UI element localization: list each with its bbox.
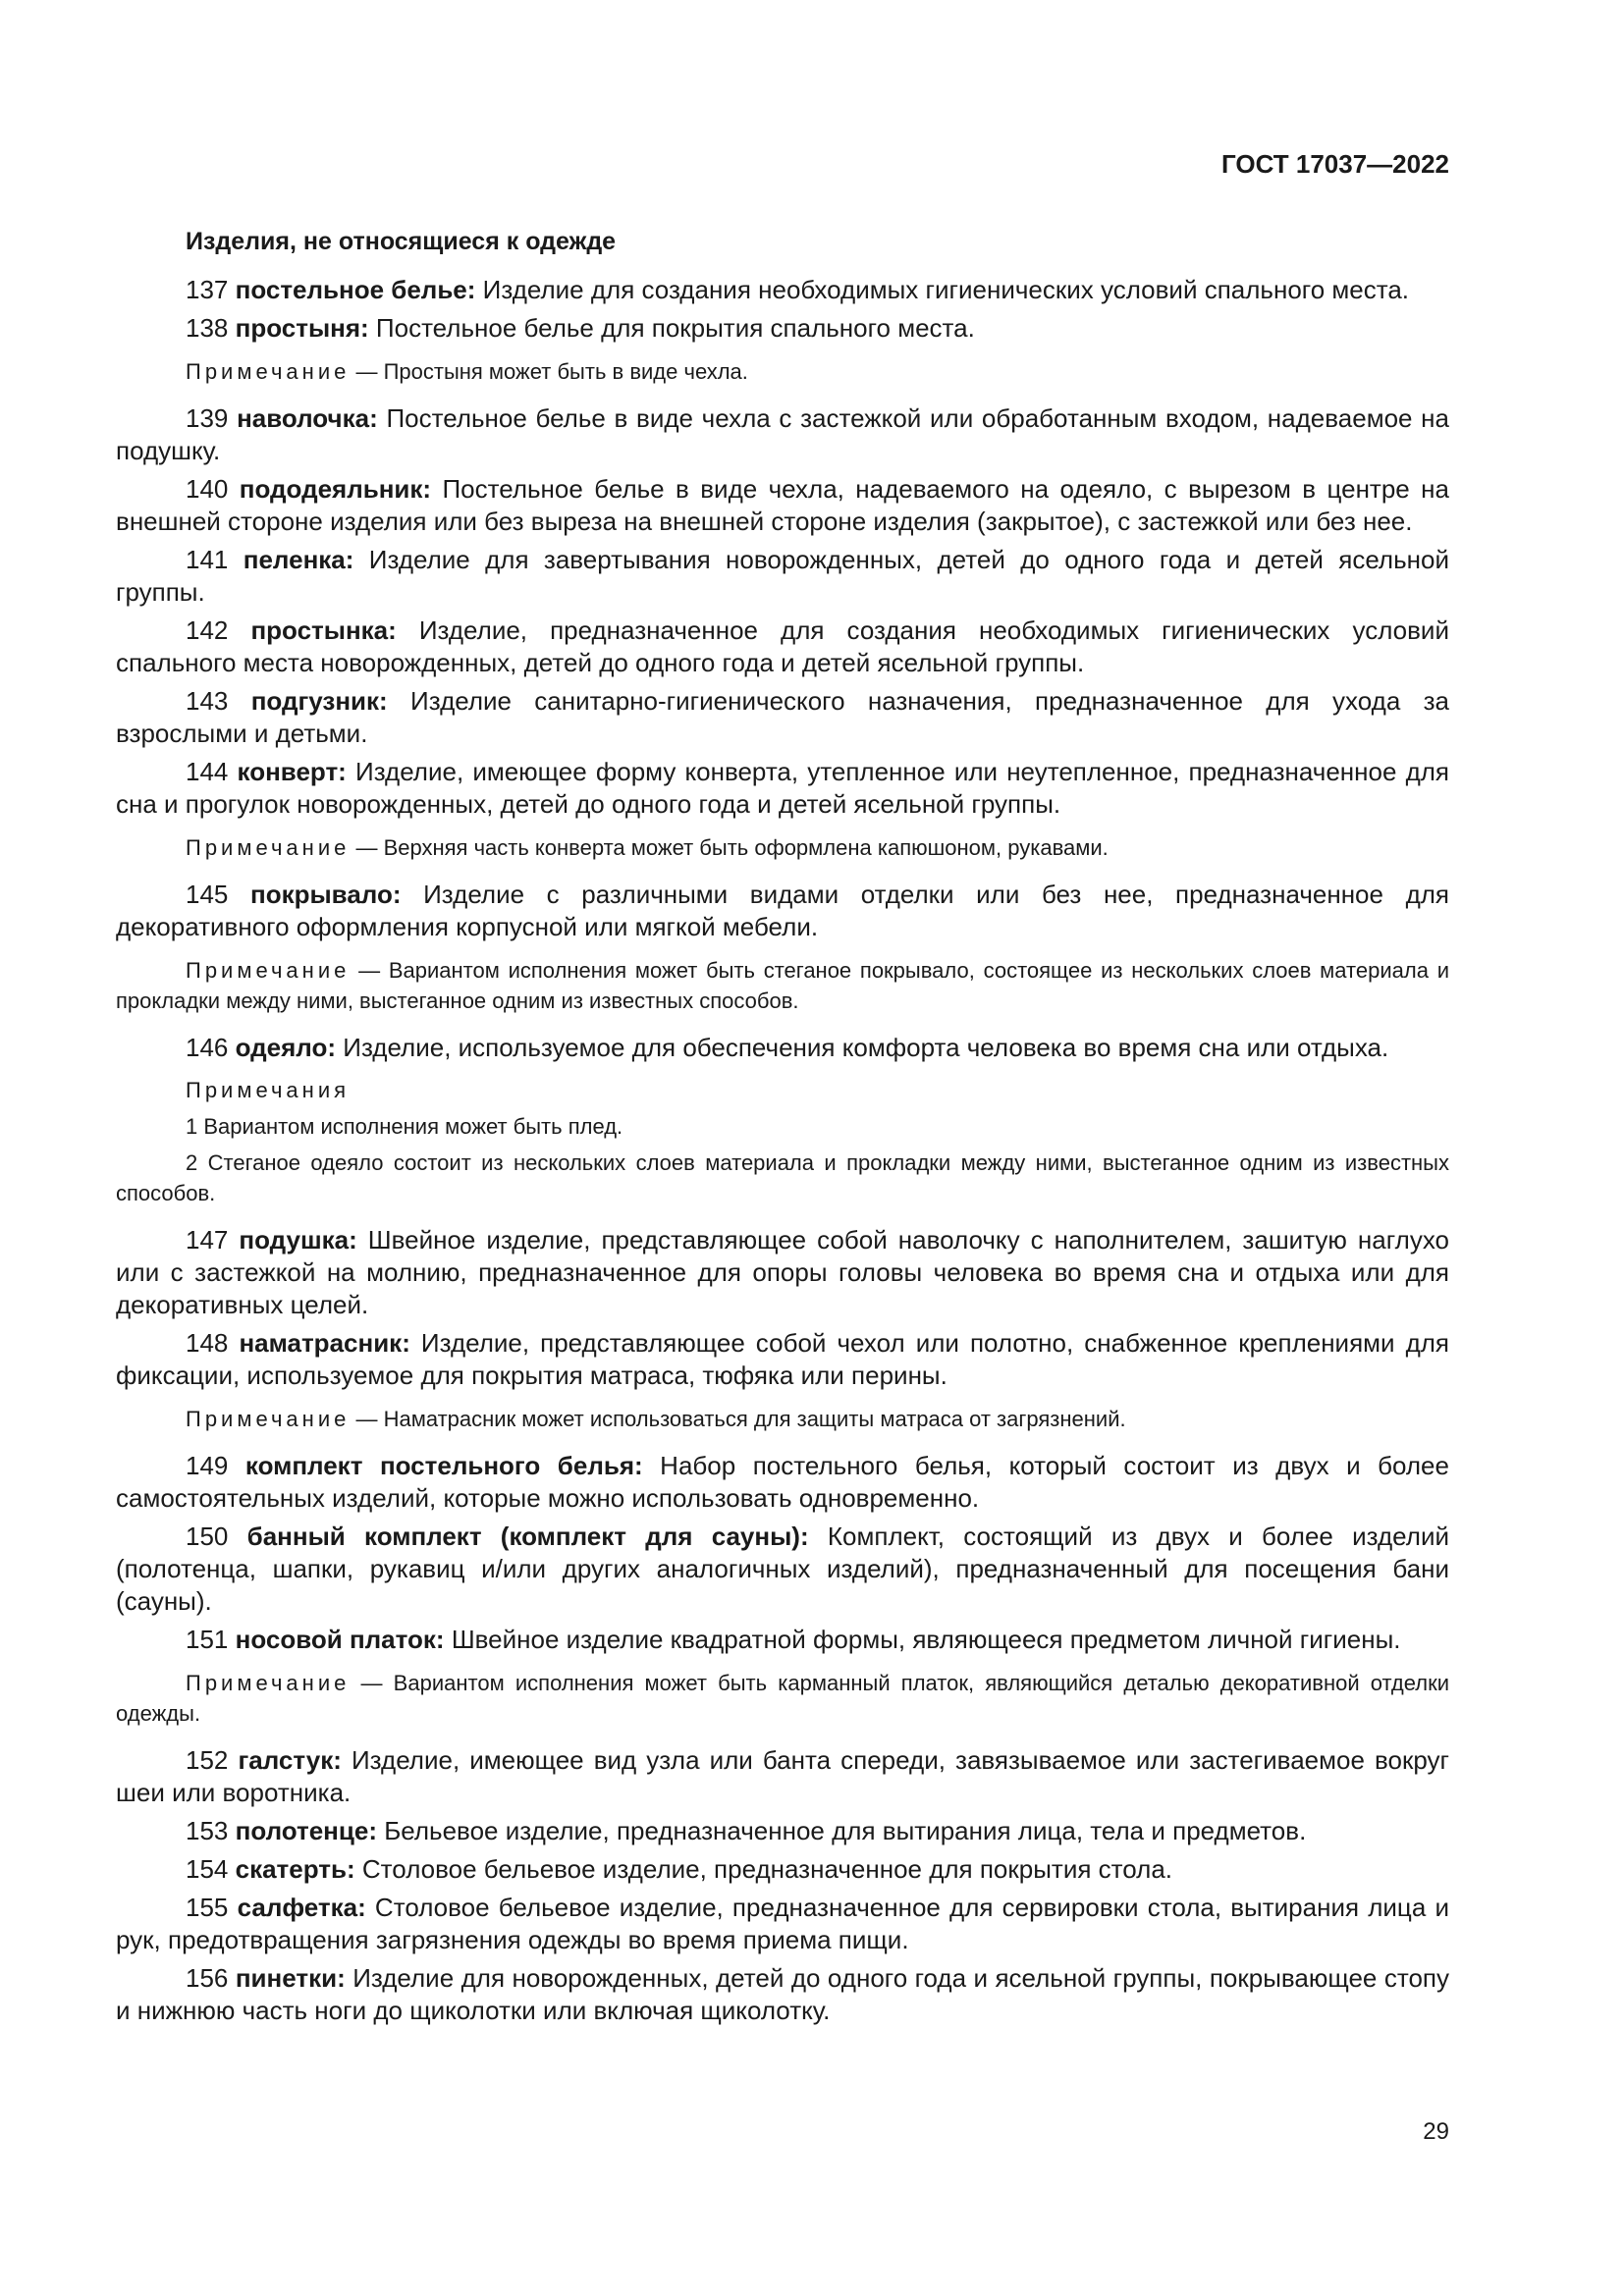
note-label: Примечание [186, 958, 351, 983]
note [116, 1404, 1449, 1434]
notes-item: 2 Стеганое одеяло состоит из нескольких слоев материала и прокладки между ними, выстеганное одним из известных способов. [116, 1150, 1449, 1205]
term-name: одеяло: [235, 1033, 337, 1062]
term-definition: Постельное белье для покрытия спального места. [375, 313, 975, 343]
term-name: пинетки: [235, 1963, 346, 1993]
notes-heading: Примечания [186, 1078, 351, 1102]
term-156 [116, 1962, 1449, 2027]
term-147 [116, 1224, 1449, 1321]
term-number: 155 [186, 1893, 229, 1922]
term-number: 146 [186, 1033, 229, 1062]
note-label: Примечание [186, 359, 351, 384]
term-number: 149 [186, 1451, 229, 1480]
term-152 [116, 1744, 1449, 1809]
term-number: 140 [186, 474, 229, 504]
term-number: 144 [186, 757, 229, 786]
term-definition: Изделие для создания необходимых гигиенических условий спального места. [482, 275, 1410, 304]
term-definition: Постельное белье в виде чехла с застежкой или обработанным входом, надеваемое на подушку. [116, 403, 1449, 465]
term-name: носовой платок: [235, 1625, 445, 1654]
note-text: — Наматрасник может использоваться для защиты матраса от загрязнений. [355, 1407, 1126, 1431]
term-definition: Изделие санитарно-гигиенического назначения, предназначенное для ухода за взрослыми и детьми. [116, 686, 1449, 748]
term-155 [116, 1892, 1449, 1956]
term-definition: Швейное изделие, представляющее собой наволочку с наполнителем, зашитую наглухо или с застежкой на молнию, предназначенное для опоры головы человека во время сна и отдыха или для декоративных целей. [116, 1225, 1449, 1319]
term-definition: Изделие с различными видами отделки или без нее, предназначенное для декоративного оформления корпусной или мягкой мебели. [116, 880, 1449, 941]
term-name: подгузник: [250, 686, 388, 716]
term-definition: Столовое бельевое изделие, предназначенное для сервировки стола, вытирания лица и рук, предотвращения загрязнения одежды во время приема пищи. [116, 1893, 1449, 1954]
term-definition: Набор постельного белья, который состоит из двух и более самостоятельных изделий, которые можно использовать одновременно. [116, 1451, 1449, 1513]
term-number: 147 [186, 1225, 229, 1255]
note-text: — Верхняя часть конверта может быть оформлена капюшоном, рукавами. [355, 835, 1109, 860]
note-label: Примечание [186, 1407, 351, 1431]
term-number: 153 [186, 1816, 229, 1845]
term-140 [116, 473, 1449, 538]
term-number: 145 [186, 880, 229, 909]
note-text: — Вариантом исполнения может быть карманный платок, являющийся деталью декоративной отделки одежды. [116, 1671, 1449, 1726]
note [116, 955, 1449, 1016]
term-number: 138 [186, 313, 229, 343]
term-definition: Постельное белье в виде чехла, надеваемого на одеяло, с вырезом в центре на внешней стороне изделия или без выреза на внешней стороне изделия (закрытое), с застежкой или без нее. [116, 474, 1449, 536]
term-number: 151 [186, 1625, 229, 1654]
term-148 [116, 1327, 1449, 1392]
term-name: постельное белье: [235, 275, 476, 304]
term-139 [116, 402, 1449, 467]
term-141 [116, 544, 1449, 609]
term-number: 141 [186, 545, 229, 574]
document-content [116, 228, 1449, 2033]
note-text: — Простыня может быть в виде чехла. [355, 359, 748, 384]
term-name: подушка: [239, 1225, 357, 1255]
term-name: пеленка: [243, 545, 354, 574]
term-153 [116, 1815, 1449, 1847]
term-name: скатерть: [235, 1854, 355, 1884]
term-name: простыня: [235, 313, 369, 343]
term-number: 154 [186, 1854, 229, 1884]
term-143 [116, 685, 1449, 750]
note-label: Примечание [186, 835, 351, 860]
term-name: салфетка: [237, 1893, 366, 1922]
term-146 [116, 1032, 1449, 1064]
term-145 [116, 879, 1449, 943]
page-number: 29 [1423, 2118, 1449, 2145]
term-definition: Швейное изделие квадратной формы, являющееся предметом личной гигиены. [451, 1625, 1401, 1654]
note-text: — Вариантом исполнения может быть стеганое покрывало, состоящее из нескольких слоев материала и прокладки между ними, выстеганное одним из известных способов. [116, 958, 1449, 1013]
term-name: банный комплект (комплект для сауны): [246, 1522, 809, 1551]
term-151 [116, 1624, 1449, 1656]
document-header: ГОСТ 17037—2022 [1221, 149, 1449, 179]
note [116, 832, 1449, 863]
term-definition: Изделие, используемое для обеспечения комфорта человека во время сна или отдыха. [343, 1033, 1389, 1062]
term-number: 142 [186, 615, 229, 645]
term-name: наматрасник: [239, 1328, 410, 1358]
term-name: галстук: [238, 1745, 342, 1775]
note [116, 356, 1449, 387]
term-137 [116, 274, 1449, 306]
note [116, 1668, 1449, 1729]
term-number: 152 [186, 1745, 229, 1775]
section-title: Изделия, не относящиеся к одежде [186, 228, 617, 255]
term-definition: Изделие, предназначенное для создания необходимых гигиенических условий спального места новорожденных, детей до одного года и детей ясельной группы. [116, 615, 1449, 677]
term-number: 137 [186, 275, 229, 304]
term-name: наволочка: [237, 403, 378, 433]
term-number: 139 [186, 403, 229, 433]
term-number: 148 [186, 1328, 229, 1358]
term-definition: Изделие для новорожденных, детей до одного года и ясельной группы, покрывающее стопу и нижнюю часть ноги до щиколотки или включая щиколотку. [116, 1963, 1449, 2025]
term-name: покрывало: [250, 880, 402, 909]
term-definition: Изделие, имеющее форму конверта, утепленное или неутепленное, предназначенное для сна и прогулок новорожденных, детей до одного года и детей ясельной группы. [116, 757, 1450, 819]
term-number: 156 [186, 1963, 229, 1993]
term-name: простынка: [250, 615, 397, 645]
term-149 [116, 1450, 1449, 1515]
term-name: конверт: [237, 757, 347, 786]
term-number: 143 [186, 686, 229, 716]
term-definition: Изделие, имеющее вид узла или банта спереди, завязываемое или застегиваемое вокруг шеи или воротника. [116, 1745, 1449, 1807]
term-144 [116, 756, 1449, 821]
term-154 [116, 1853, 1449, 1886]
term-definition: Изделие, представляющее собой чехол или полотно, снабженное креплениями для фиксации, используемое для покрытия матраса, тюфяка или перины. [116, 1328, 1450, 1390]
term-definition: Бельевое изделие, предназначенное для вытирания лица, тела и предметов. [384, 1816, 1307, 1845]
term-definition: Комплект, состоящий из двух и более изделий (полотенца, шапки, рукавиц и/или других аналогичных изделий), предназначенный для посещения бани (сауны). [116, 1522, 1449, 1616]
term-138 [116, 312, 1449, 345]
notes-item: 1 Вариантом исполнения может быть плед. [186, 1114, 623, 1139]
note-label: Примечание [186, 1671, 351, 1695]
term-definition: Изделие для завертывания новорожденных, детей до одного года и детей ясельной группы. [116, 545, 1449, 607]
term-name: пододеяльник: [239, 474, 432, 504]
term-name: полотенце: [235, 1816, 377, 1845]
term-150 [116, 1521, 1449, 1618]
term-number: 150 [186, 1522, 229, 1551]
term-name: комплект постельного белья: [244, 1451, 643, 1480]
term-definition: Столовое бельевое изделие, предназначенное для покрытия стола. [361, 1854, 1173, 1884]
term-142 [116, 614, 1449, 679]
